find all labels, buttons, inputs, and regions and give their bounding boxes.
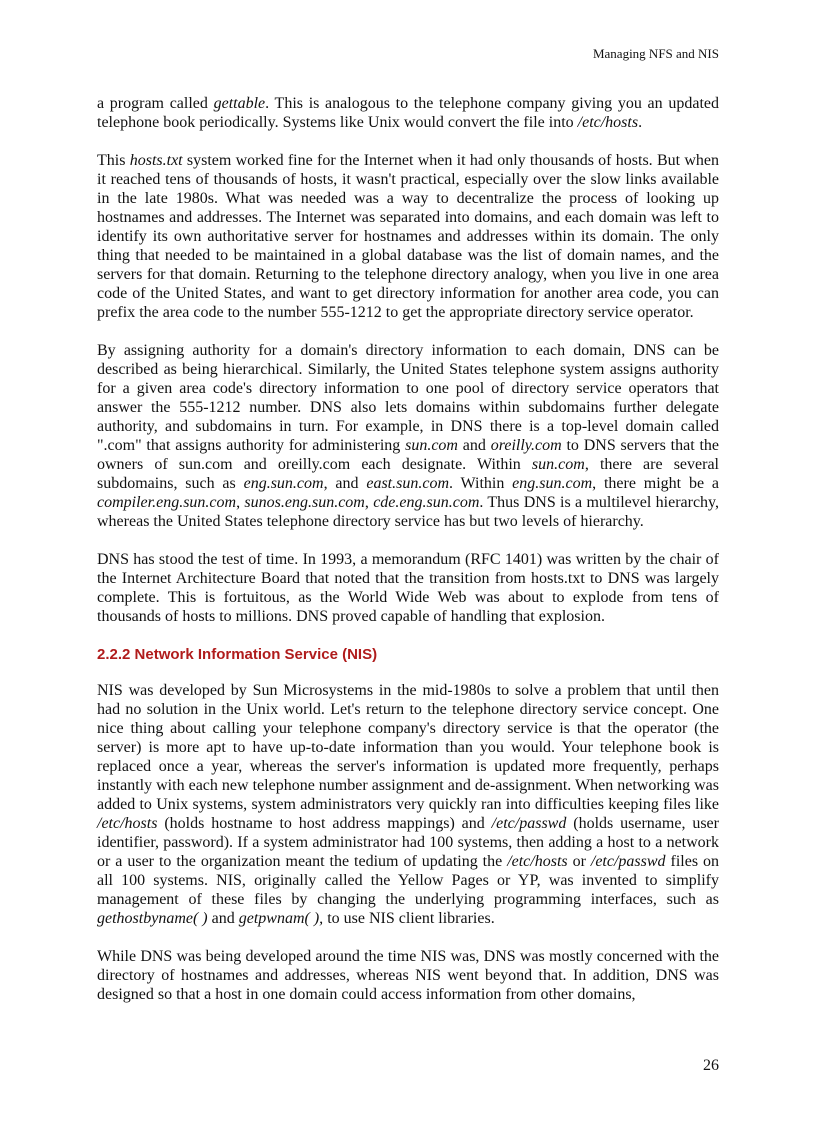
text-run: (holds hostname to host address mappings) and <box>157 815 492 832</box>
text-run: , there are several subdomains, such as <box>97 456 719 492</box>
italic-text: /etc/hosts <box>507 853 568 870</box>
text-run: , there might be a <box>592 475 719 492</box>
italic-text: /etc/passwd <box>590 853 666 870</box>
italic-text: gethostbyname( ) <box>97 910 208 927</box>
italic-text: hosts.txt <box>129 152 183 169</box>
paragraph <box>97 550 719 626</box>
text-run: NIS was developed by Sun Microsystems in the mid-1980s to solve a problem that until then had no solution in the Unix world. Let's return to the telephone directory service concept. One nice thing about calling your telephone company's directory service is that the operator (the server) is more apt to have up-to-date information than you would. Your telephone book is replaced once a year, whereas the server's information is updated more frequently, perhaps instantly with each new telephone number assignment and de-assignment. When networking was added to Unix systems, system administrators very quickly ran into difficulties keeping files like <box>97 682 719 813</box>
text-run: a program called <box>97 95 214 112</box>
paragraph <box>97 94 719 132</box>
text-run: and <box>207 910 239 927</box>
italic-text: gettable <box>213 95 266 112</box>
text-run: . <box>638 114 643 131</box>
paragraph <box>97 681 719 928</box>
italic-text: sun.com <box>405 437 458 454</box>
text-run: This <box>97 152 130 169</box>
text-run: . Within <box>449 475 513 492</box>
page-body <box>97 94 719 1023</box>
text-run: . This is analogous to the telephone company giving you an updated telephone book periodically. Systems like Unix would convert the file into <box>97 95 719 131</box>
text-run: files on all 100 systems. NIS, originally called the Yellow Pages or YP, was invented to simplify management of these files by changing the underlying programming interfaces, such as <box>97 853 720 908</box>
italic-text: sunos.eng.sun.com <box>244 494 365 511</box>
italic-text: /etc/hosts <box>97 815 158 832</box>
italic-text: oreilly.com <box>490 437 562 454</box>
text-run: to use NIS client libraries. <box>323 910 495 927</box>
text-run: By assigning authority for a domain's directory information to each domain, DNS can be described as being hierarchical. Similarly, the United States telephone system assigns authority for a given area code's directory information to one pool of directory service operators that answer the 555-1212 number. DNS also lets domains within subdomains further delegate authority, and subdomains in turn. For example, in DNS there is a top-level domain called ".com" that assigns authority for administering <box>97 342 719 454</box>
italic-text: /etc/passwd <box>491 815 567 832</box>
text-run: , and <box>323 475 367 492</box>
italic-text: sun.com <box>531 456 585 473</box>
paragraph <box>97 341 719 531</box>
text-run: While DNS was being developed around the time NIS was, DNS was mostly concerned with the directory of hostnames and addresses, whereas NIS went beyond that. In addition, DNS was designed so that a host in one domain could access information from other domains, <box>97 948 719 1003</box>
text-run: 2.2.2 Network Information Service (NIS) <box>97 646 378 663</box>
text-run: , <box>364 494 374 511</box>
italic-text: eng.sun.com <box>243 475 324 492</box>
text-run: to DNS servers that the owners of sun.com and oreilly.com each designate. Within <box>97 437 719 473</box>
page-number: 26 <box>703 1057 719 1074</box>
italic-text: east.sun.com <box>366 475 449 492</box>
text-run: , <box>236 494 245 511</box>
text-run: system worked fine for the Internet when it had only thousands of hosts. But when it reached tens of thousands of hosts, it wasn't practical, especially over the slow links available in the late 1980s. What was needed was a way to decentralize the process of looking up hostnames and addresses. The Internet was separated into domains, and each domain was left to identify its own authoritative server for hostnames and addresses within its domain. The only thing that needed to be maintained in a global database was the list of domain names, and the servers for that domain. Returning to the telephone directory analogy, when you live in one area code of the United States, and want to get directory information for another area code, you can prefix the area code to the number 555-1212 to get the appropriate directory service operator. <box>97 152 719 321</box>
running-header: Managing NFS and NIS <box>592 46 719 61</box>
paragraph <box>97 947 719 1004</box>
paragraph <box>97 151 719 322</box>
italic-text: eng.sun.com <box>512 475 593 492</box>
text-run: (holds username, user identifier, password). If a system administrator had 100 systems, then adding a host to a network or a user to the organization meant the tedium of updating the <box>97 815 719 870</box>
italic-text: cde.eng.sun.com <box>373 494 480 511</box>
section-heading <box>97 645 719 664</box>
text-run: DNS has stood the test of time. In 1993, a memorandum (RFC 1401) was written by the chair of the Internet Architecture Board that noted that the transition from hosts.txt to DNS was largely complete. This is fortuitous, as the World Wide Web was about to explode from tens of thousands of hosts to millions. DNS proved capable of handling that explosion. <box>97 551 719 625</box>
italic-text: getpwnam( ), <box>238 910 324 927</box>
italic-text: compiler.eng.sun.com <box>97 494 237 511</box>
italic-text: /etc/hosts <box>577 114 639 131</box>
text-run: or <box>567 853 591 870</box>
text-run: . Thus DNS is a multilevel hierarchy, whereas the United States telephone directory service has but two levels of hierarchy. <box>97 494 720 530</box>
text-run: and <box>457 437 491 454</box>
